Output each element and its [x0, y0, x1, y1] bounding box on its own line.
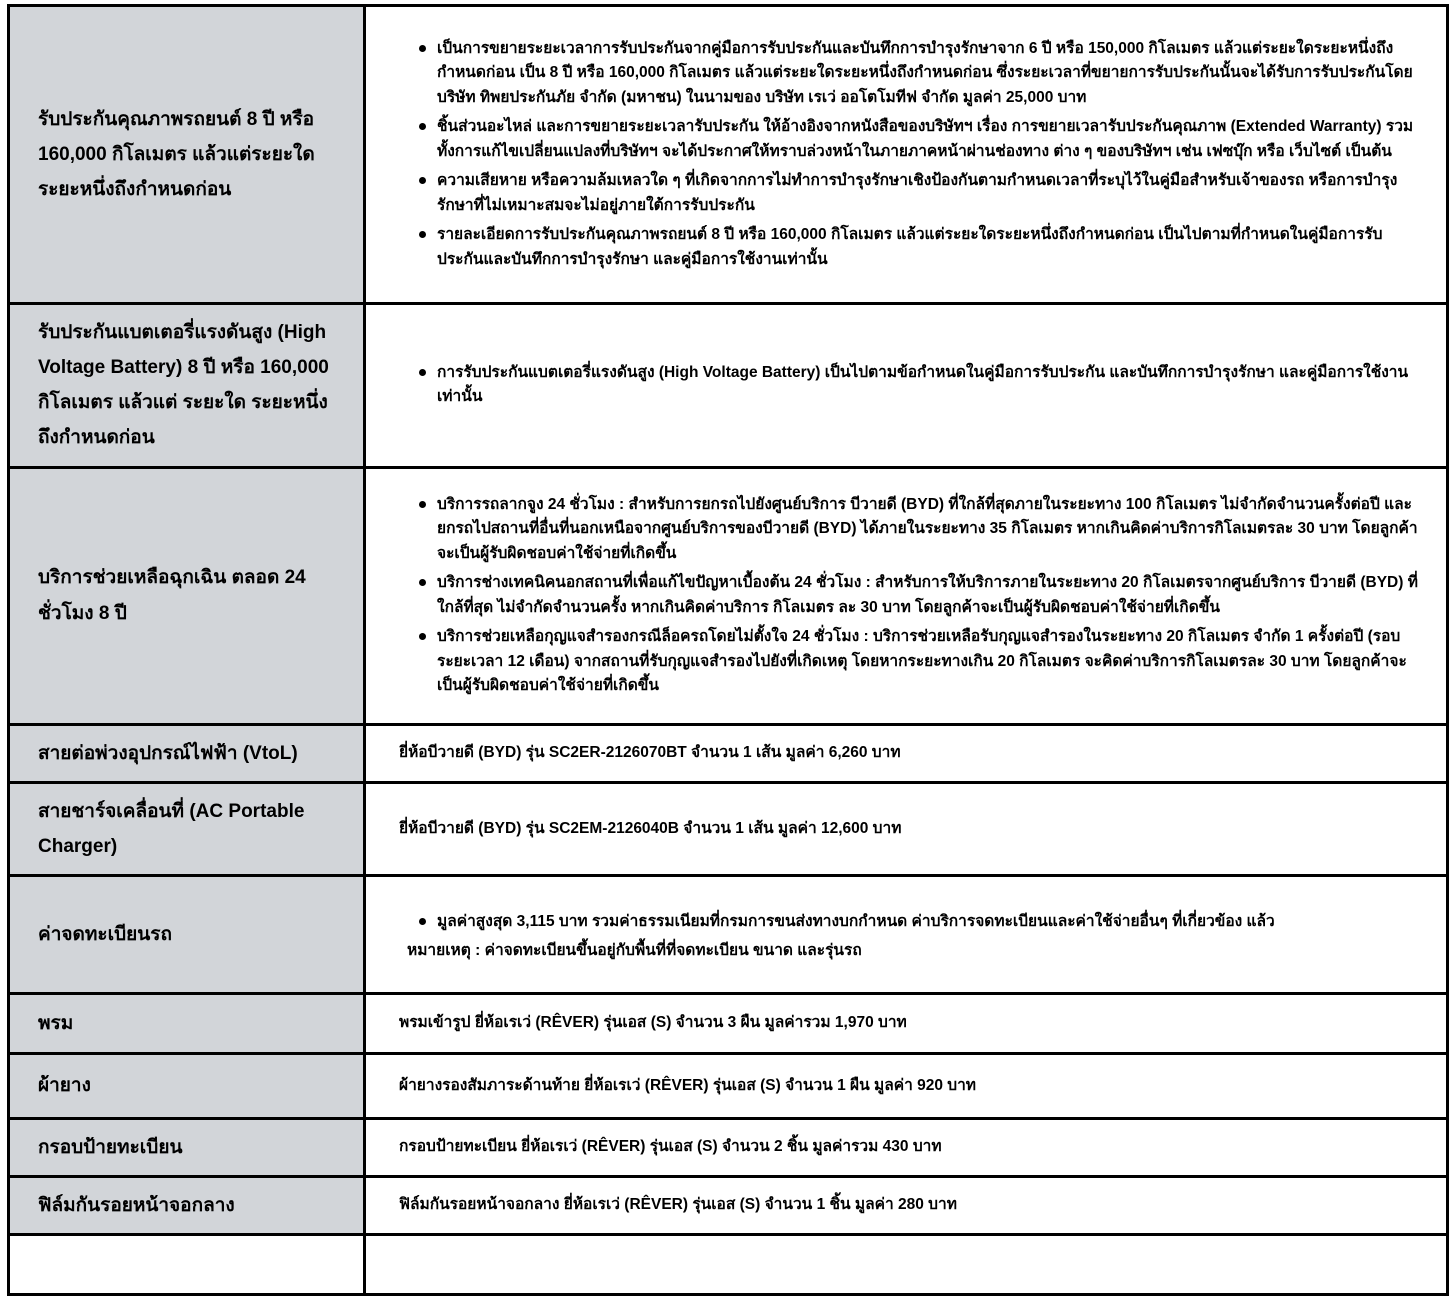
- bullet-text: การรับประกันแบตเตอรี่แรงดันสูง (High Voltage Battery) เป็นไปตามข้อกำหนดในคู่มือการรับประกัน และบันทึกการบำรุงรักษา และคู่มือการใช้งานเท่านั้น: [437, 363, 1409, 406]
- document-page: [7, 4, 1449, 1296]
- bullet-text: รายละเอียดการรับประกันคุณภาพรถยนต์ 8 ปี หรือ 160,000 กิโลเมตร แล้วแต่ระยะใดระยะหนึ่งถึงกำหนดก่อน เป็นไปตามที่กำหนดในคู่มือการรับประกันและบันทึกการบำรุงรักษา และคู่มือการใช้งานเท่านั้น: [437, 226, 1383, 268]
- bullet-icon: [419, 918, 426, 925]
- row-label: ค่าจดทะเบียนรถ: [9, 875, 365, 993]
- bullet-icon: [419, 177, 426, 184]
- bullet-text: บริการช่วยเหลือกุญแจสำรองกรณีล็อครถโดยไม่ตั้งใจ 24 ชั่วโมง : บริการช่วยเหลือรับกุญแจสำรองในระยะทาง 20 กิโลเมตร จำกัด 1 ครั้งต่อปี (รอบระยะเวลา 12 เดือน) จากสถานที่รับกุญแจสำรองไปยังที่เกิดเหตุ โดยหากระยะทางเกิน 20 กิโลเมตร จะคิดค่าบริการกิโลเมตรละ 30 บาท โดยลูกค้าจะเป็นผู้รับผิดชอบค่าใช้จ่ายที่เกิดขึ้น: [437, 628, 1407, 695]
- row-note: หมายเหตุ : ค่าจดทะเบียนขึ้นอยู่กับพื้นที่ที่จดทะเบียน ขนาด และรุ่นรถ: [407, 942, 862, 960]
- bullet-text: ชิ้นส่วนอะไหล่ และการขยายระยะเวลารับประกัน ให้อ้างอิงจากหนังสือของบริษัทฯ เรื่อง การขยายเวลารับประกันคุณภาพ (Extended Warranty) รวมทั้งการแก้ไขเปลี่ยนแปลงที่บริษัทฯ จะได้ประกาศให้ทราบล่วงหน้าในภายภาคหน้าผ่านช่องทาง ต่าง ๆ ของบริษัทฯ เช่น เฟซบุ๊ก หรือ เว็บไซต์ เป็นต้น: [437, 118, 1414, 160]
- row-content: [365, 6, 1448, 304]
- row-label: ฟิล์มกันรอยหน้าจอกลาง: [9, 1177, 365, 1235]
- row-label: ผ้ายาง: [9, 1053, 365, 1118]
- row-content: [365, 724, 1448, 782]
- row-label: รับประกันแบตเตอรี่แรงดันสูง (High Voltage Battery) 8 ปี หรือ 160,000 กิโลเมตร แล้วแต่ ระยะใด ระยะหนึ่งถึงกำหนดก่อน: [9, 304, 365, 468]
- row-label: [9, 1235, 365, 1295]
- table-row: [9, 1053, 1448, 1118]
- table-row: [9, 1177, 1448, 1235]
- row-label: กรอบป้ายทะเบียน: [9, 1118, 365, 1176]
- bullet-item: [399, 37, 1426, 110]
- bullet-item: [399, 493, 1426, 566]
- table-row: [9, 467, 1448, 724]
- table-row: [9, 6, 1448, 304]
- bullet-item: [399, 910, 1426, 934]
- table-row: [9, 1118, 1448, 1176]
- bullet-item: [399, 223, 1426, 272]
- bullet-item: [399, 625, 1426, 698]
- row-content: [365, 875, 1448, 993]
- row-label: บริการช่วยเหลือฉุกเฉิน ตลอด 24 ชั่วโมง 8 ปี: [9, 467, 365, 724]
- row-label: รับประกันคุณภาพรถยนต์ 8 ปี หรือ 160,000 กิโลเมตร แล้วแต่ระยะใด ระยะหนึ่งถึงกำหนดก่อน: [9, 6, 365, 304]
- row-content: [365, 1177, 1448, 1235]
- row-text: ฟิล์มกันรอยหน้าจอกลาง ยี่ห้อเรเว่ (RÊVER) รุ่นเอส (S) จำนวน 1 ชิ้น มูลค่า 280 บาท: [399, 1196, 957, 1214]
- table-row: [9, 1235, 1448, 1295]
- bullet-icon: [419, 579, 426, 586]
- table-row: [9, 782, 1448, 875]
- table-row: [9, 724, 1448, 782]
- bullet-text: บริการช่างเทคนิคนอกสถานที่เพื่อแก้ไขปัญหาเบื้องต้น 24 ชั่วโมง : สำหรับการให้บริการภายในระยะทาง 20 กิโลเมตรจากศูนย์บริการ บีวายดี (BYD) ที่ใกล้ที่สุด ไม่จำกัดจำนวนครั้ง หากเกินคิดค่าบริการ กิโลเมตร ละ 30 บาท โดยลูกค้าจะเป็นผู้รับผิดชอบค่าใช้จ่ายที่เกิดขึ้น: [437, 574, 1418, 616]
- bullet-icon: [419, 45, 426, 52]
- bullet-icon: [419, 633, 426, 640]
- bullet-text: ความเสียหาย หรือความล้มเหลวใด ๆ ที่เกิดจากการไม่ทำการบำรุงรักษาเชิงป้องกันตามกำหนดเวลาที่ระบุไว้ในคู่มือสำหรับเจ้าของรถ หรือการบำรุงรักษาที่ไม่เหมาะสมจะไม่อยู่ภายใต้การรับประกัน: [437, 172, 1398, 214]
- warranty-table: [7, 4, 1449, 1296]
- row-content: [365, 1235, 1448, 1295]
- row-text: กรอบป้ายทะเบียน ยี่ห้อเรเว่ (RÊVER) รุ่นเอส (S) จำนวน 2 ชิ้น มูลค่ารวม 430 บาท: [399, 1138, 942, 1156]
- bullet-icon: [419, 369, 426, 376]
- bullet-icon: [419, 123, 426, 130]
- bullet-item: [399, 169, 1426, 218]
- bullet-icon: [419, 231, 426, 238]
- bullet-text: มูลค่าสูงสุด 3,115 บาท รวมค่าธรรมเนียมที่กรมการขนส่งทางบกกำหนด ค่าบริการจดทะเบียนและค่าใช้จ่ายอื่นๆ ที่เกี่ยวข้อง แล้ว: [437, 913, 1275, 930]
- row-content: [365, 1053, 1448, 1118]
- row-content: [365, 993, 1448, 1053]
- row-label: สายต่อพ่วงอุปกรณ์ไฟฟ้า (VtoL): [9, 724, 365, 782]
- row-text: ยี่ห้อบีวายดี (BYD) รุ่น SC2EM-2126040B จำนวน 1 เส้น มูลค่า 12,600 บาท: [399, 819, 902, 837]
- bullet-item: [399, 361, 1426, 410]
- table-row: [9, 875, 1448, 993]
- table-body: [9, 6, 1448, 1295]
- row-content: [365, 304, 1448, 468]
- row-text: ผ้ายางรองสัมภาระด้านท้าย ยี่ห้อเรเว่ (RÊVER) รุ่นเอส (S) จำนวน 1 ผืน มูลค่า 920 บาท: [399, 1076, 977, 1094]
- row-label: พรม: [9, 993, 365, 1053]
- row-content: [365, 1118, 1448, 1176]
- table-row: [9, 993, 1448, 1053]
- table-row: [9, 304, 1448, 468]
- bullet-item: [399, 571, 1426, 620]
- row-content: [365, 782, 1448, 875]
- bullet-text: บริการรถลากจูง 24 ชั่วโมง : สำหรับการยกรถไปยังศูนย์บริการ บีวายดี (BYD) ที่ใกล้ที่สุดภายในระยะทาง 100 กิโลเมตร ไม่จำกัดจำนวนครั้งต่อปี และยกรถไปสถานที่อื่นที่นอกเหนือจากศูนย์บริการของบีวายดี (BYD) ได้ภายในระยะทาง 35 กิโลเมตร หากเกินคิดค่าบริการกิโลเมตรละ 30 บาท โดยลูกค้าจะเป็นผู้รับผิดชอบค่าใช้จ่ายที่เกิดขึ้น: [437, 495, 1418, 562]
- bullet-text: เป็นการขยายระยะเวลาการรับประกันจากคู่มือการรับประกันและบันทึกการบำรุงรักษาจาก 6 ปี หรือ 150,000 กิโลเมตร แล้วแต่ระยะใดระยะหนึ่งถึงกำหนดก่อน เป็น 8 ปี หรือ 160,000 กิโลเมตร แล้วแต่ระยะใดระยะหนึ่งถึงกำหนดก่อน ซึ่งระยะเวลาที่ขยายการรับประกันนั้นจะได้รับการรับประกันโดย บริษัท ทิพยประกันภัย จำกัด (มหาชน) ในนามของ บริษัท เรเว่ ออโตโมทีฟ จำกัด มูลค่า 25,000 บาท: [437, 39, 1413, 106]
- row-text: พรมเข้ารูป ยี่ห้อเรเว่ (RÊVER) รุ่นเอส (S) จำนวน 3 ผืน มูลค่ารวม 1,970 บาท: [399, 1014, 907, 1032]
- bullet-icon: [419, 501, 426, 508]
- row-content: [365, 467, 1448, 724]
- row-text: ยี่ห้อบีวายดี (BYD) รุ่น SC2ER-2126070BT จำนวน 1 เส้น มูลค่า 6,260 บาท: [399, 743, 901, 761]
- row-label: สายชาร์จเคลื่อนที่ (AC Portable Charger): [9, 782, 365, 875]
- bullet-item: [399, 115, 1426, 164]
